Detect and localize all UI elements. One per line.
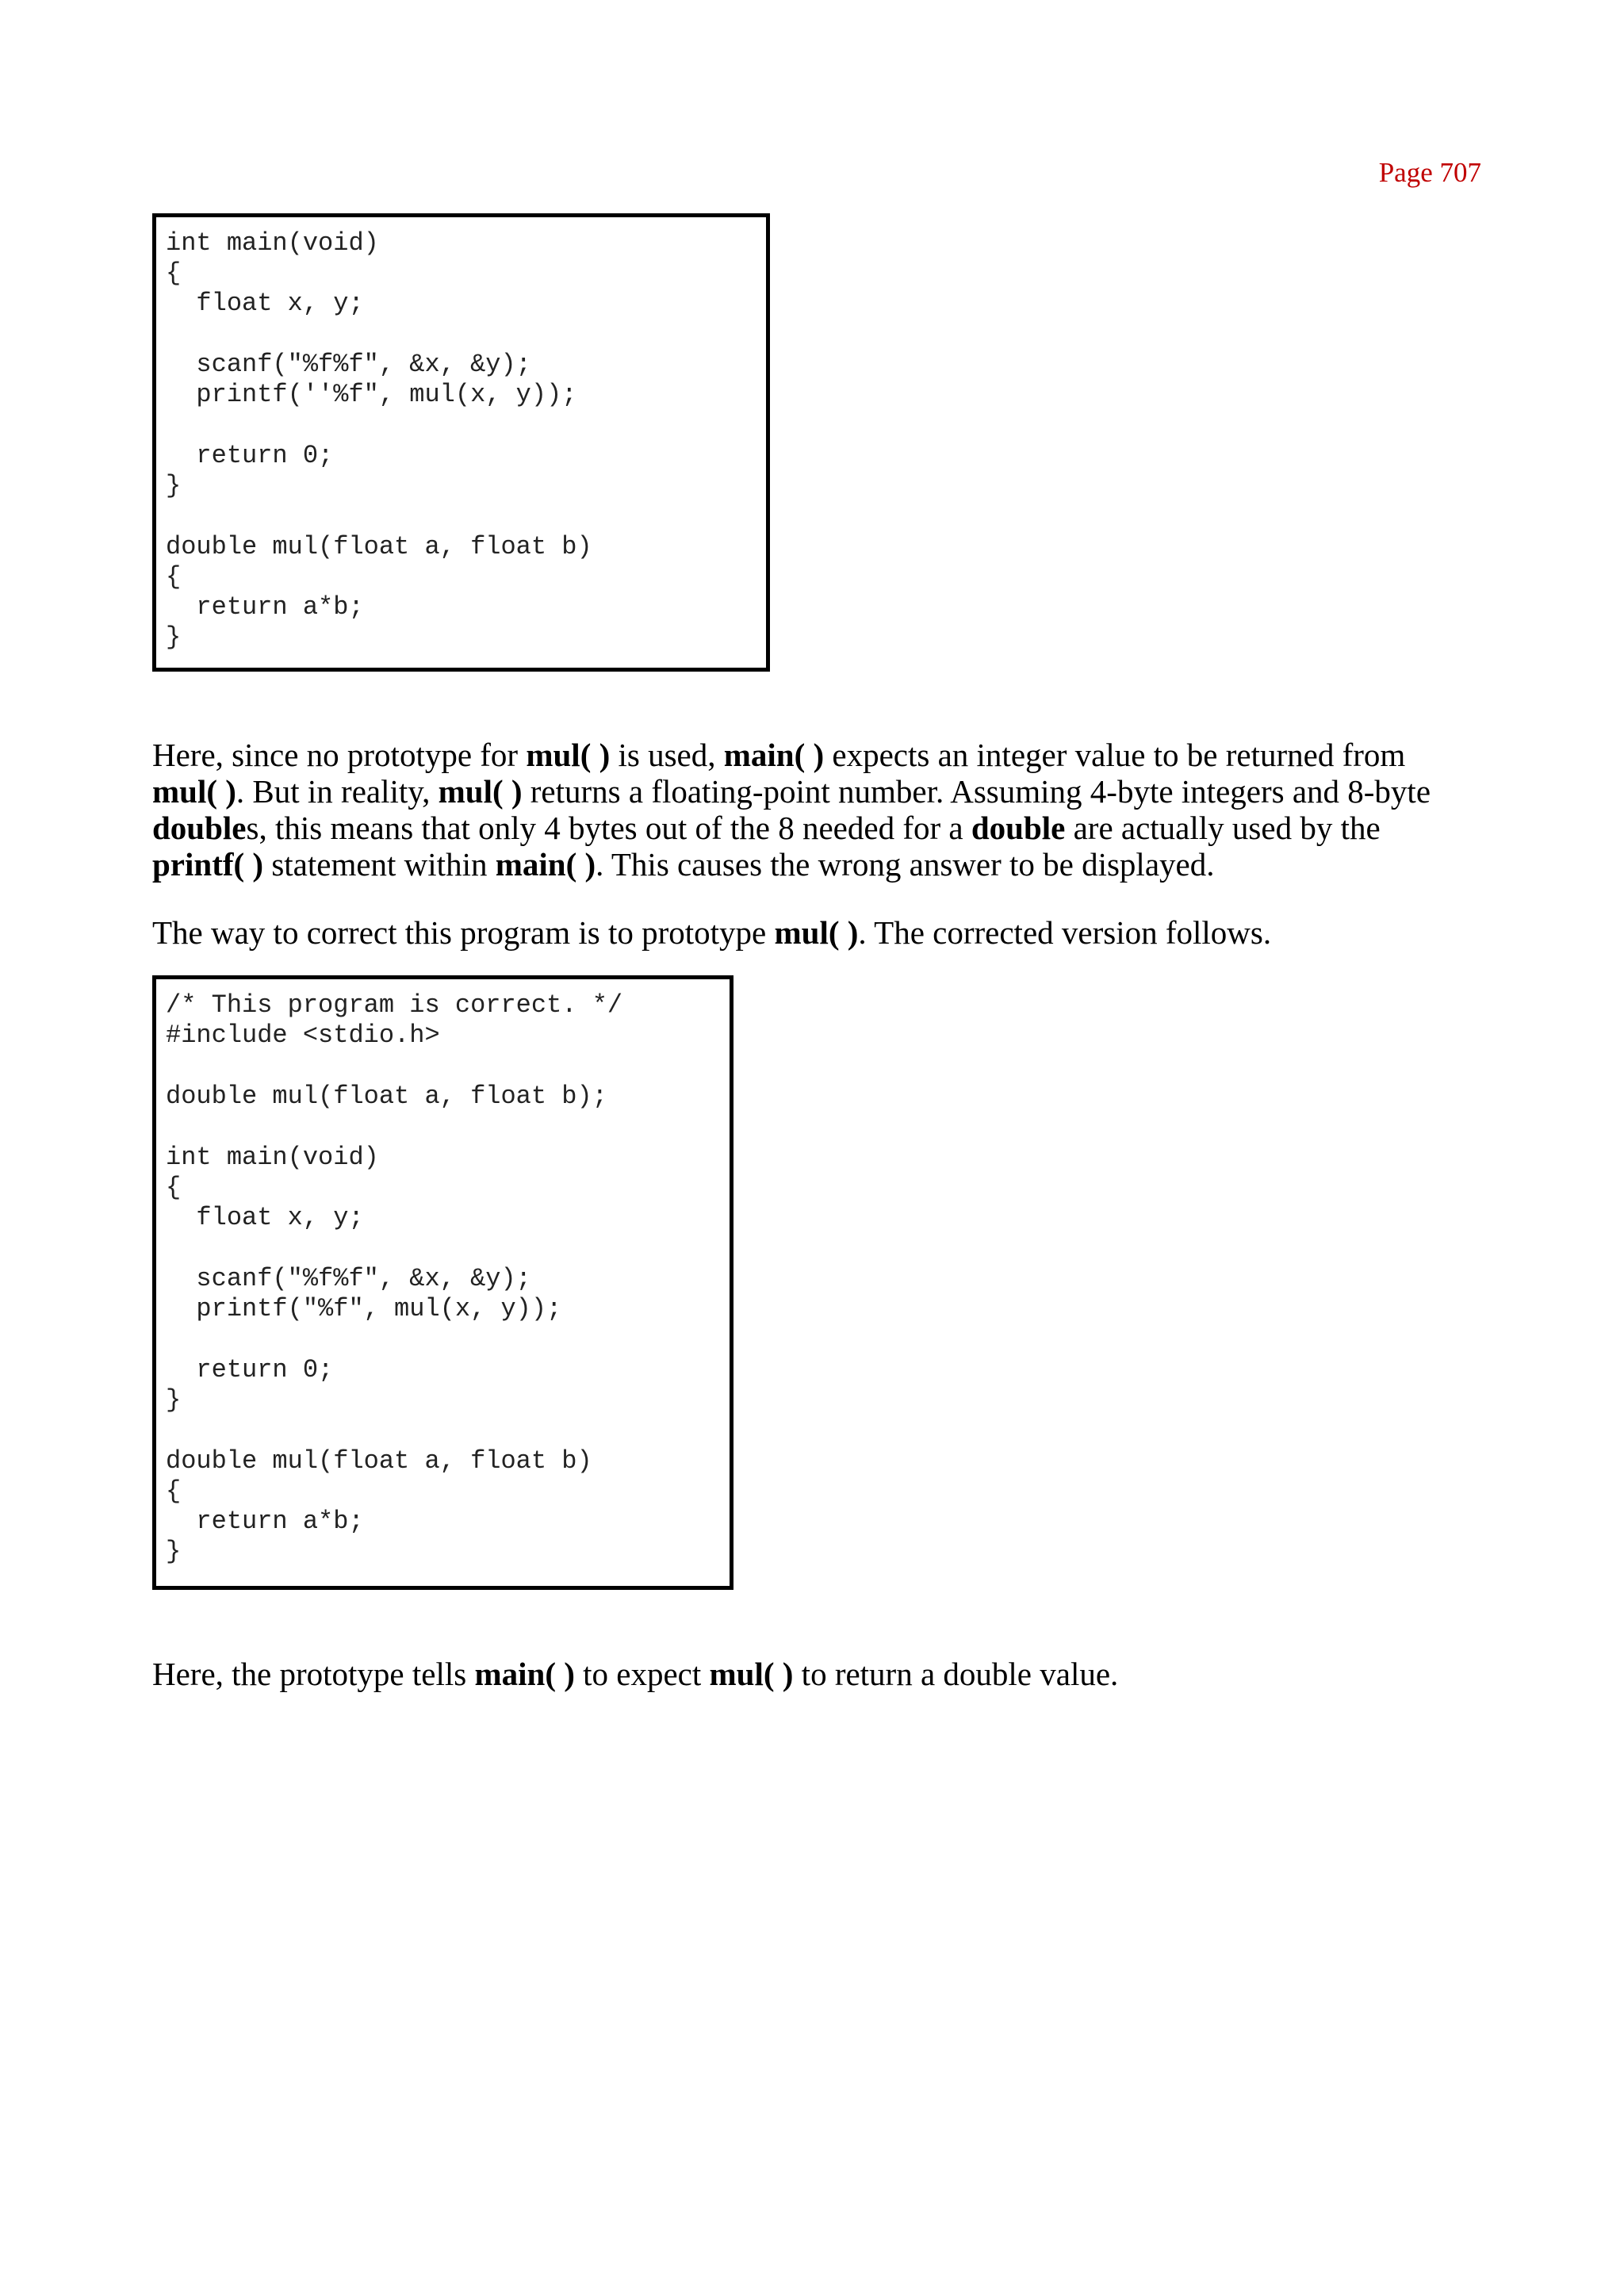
- code-line: {: [166, 259, 182, 288]
- code-term: double: [152, 810, 247, 846]
- text-run: s, this means that only 4 bytes out of the 8 needed for a: [246, 810, 971, 846]
- text-run: statement within: [263, 846, 496, 883]
- code-line: scanf("%f%f", &x, &y);: [166, 350, 531, 379]
- code-listing-incorrect: [152, 213, 770, 672]
- code-term: double: [971, 810, 1066, 846]
- text-run: to return a double value.: [793, 1656, 1119, 1692]
- code-line: #include <stdio.h>: [166, 1021, 440, 1050]
- text-run: Here, since no prototype for: [152, 737, 527, 773]
- code-line-blank: [166, 410, 756, 441]
- code-line: printf(''%f", mul(x, y));: [166, 380, 577, 409]
- code-term: mul( ): [526, 737, 611, 773]
- code-term: printf( ): [152, 846, 264, 883]
- text-run: Here, the prototype tells: [152, 1656, 475, 1692]
- text-line: [152, 846, 1484, 883]
- code-term: main( ): [474, 1656, 575, 1692]
- code-line-blank: [166, 1112, 720, 1143]
- text-line: [152, 773, 1484, 810]
- code-line: return a*b;: [166, 1507, 364, 1536]
- explanation-paragraph: [152, 737, 1484, 883]
- text-line: [152, 737, 1484, 773]
- code-line: }: [166, 1537, 182, 1566]
- code-line: double mul(float a, float b): [166, 1446, 592, 1476]
- text-line: [152, 1656, 1484, 1692]
- code-line: int main(void): [166, 228, 379, 258]
- code-line: double mul(float a, float b);: [166, 1082, 607, 1111]
- code-line: return 0;: [166, 1355, 334, 1384]
- code-line: }: [166, 1385, 182, 1415]
- text-run: . The corrected version follows.: [858, 914, 1272, 951]
- code-line: {: [166, 562, 182, 592]
- code-line-blank: [166, 319, 756, 350]
- code-line: scanf("%f%f", &x, &y);: [166, 1264, 531, 1293]
- code-line-blank: [166, 501, 756, 532]
- code-term: mul( ): [709, 1656, 794, 1692]
- correction-intro-paragraph: [152, 914, 1484, 951]
- text-run: . But in reality,: [236, 773, 439, 810]
- code-line: printf("%f", mul(x, y));: [166, 1294, 562, 1323]
- code-term: mul( ): [438, 773, 523, 810]
- code-line: /* This program is correct. */: [166, 990, 623, 1020]
- code-line: }: [166, 471, 182, 500]
- text-run: returns a floating-point number. Assuming 4-byte integers and 8-byte: [522, 773, 1431, 810]
- code-line: return 0;: [166, 441, 334, 470]
- code-line: double mul(float a, float b): [166, 532, 592, 561]
- conclusion-paragraph: [152, 1656, 1484, 1692]
- text-run: is used,: [610, 737, 724, 773]
- text-run: The way to correct this program is to prototype: [152, 914, 775, 951]
- text-run: to expect: [574, 1656, 710, 1692]
- code-listing-correct: [152, 975, 733, 1590]
- code-line: float x, y;: [166, 289, 364, 318]
- code-line-blank: [166, 1415, 720, 1446]
- code-line-blank: [166, 1324, 720, 1355]
- code-term: mul( ): [774, 914, 859, 951]
- code-term: main( ): [495, 846, 596, 883]
- text-run: expects an integer value to be returned from: [824, 737, 1406, 773]
- code-line: float x, y;: [166, 1203, 364, 1232]
- code-line: }: [166, 622, 182, 652]
- code-line-blank: [166, 1233, 720, 1264]
- code-line: {: [166, 1173, 182, 1202]
- code-line-blank: [166, 1051, 720, 1082]
- page-number: Page 707: [1378, 157, 1481, 188]
- code-line: {: [166, 1476, 182, 1506]
- text-line: [152, 810, 1484, 846]
- code-term: mul( ): [152, 773, 236, 810]
- code-line: return a*b;: [166, 592, 364, 622]
- code-line: int main(void): [166, 1143, 379, 1172]
- text-run: . This causes the wrong answer to be displayed.: [596, 846, 1215, 883]
- text-line: [152, 914, 1484, 951]
- text-run: are actually used by the: [1065, 810, 1381, 846]
- code-term: main( ): [723, 737, 825, 773]
